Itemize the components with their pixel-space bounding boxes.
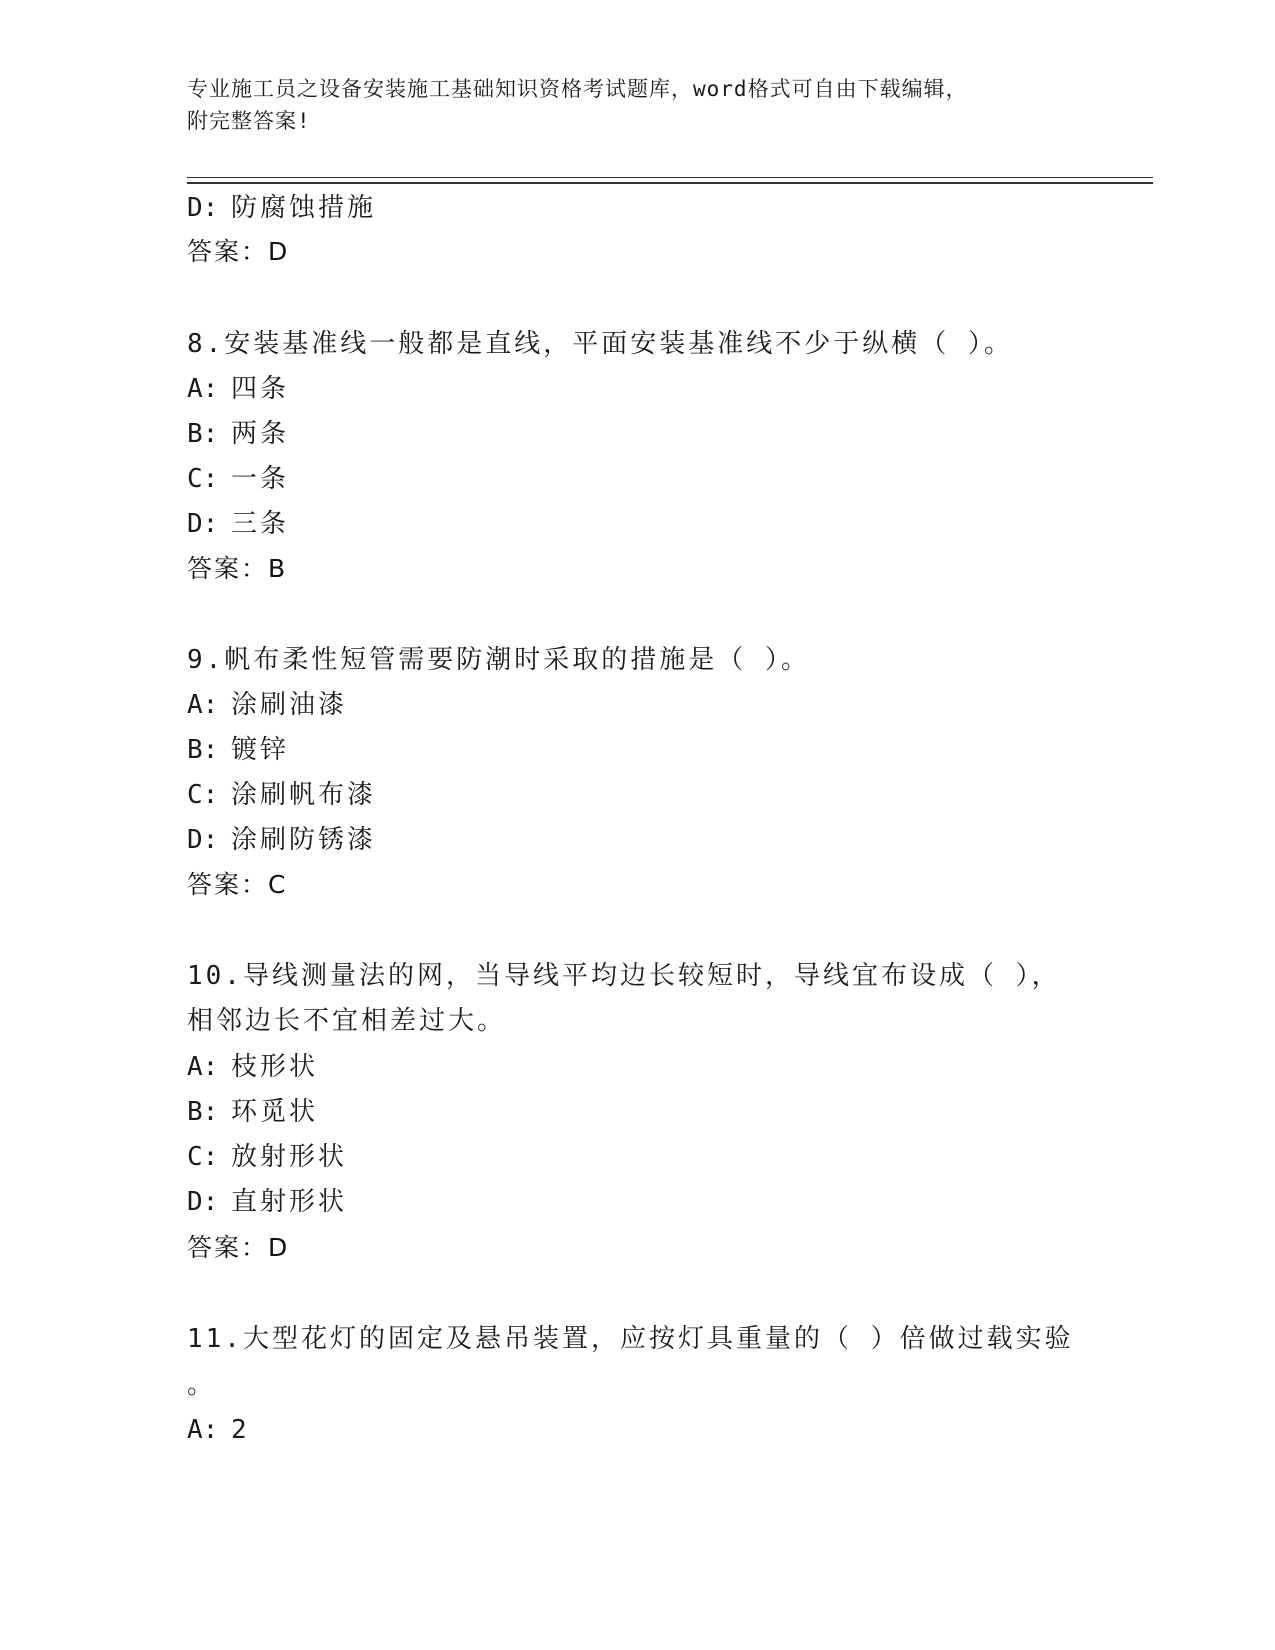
option-letter: C: bbox=[187, 464, 219, 494]
option-text: 2 bbox=[231, 1415, 250, 1445]
option-text: 放射形状 bbox=[231, 1142, 348, 1172]
question-line: 相邻边长不宜相差过大。 bbox=[187, 1006, 507, 1036]
answer-line: 答案：B bbox=[187, 554, 288, 583]
option-text: 防腐蚀措施 bbox=[231, 193, 377, 223]
question-line: 。 bbox=[187, 1370, 217, 1400]
option-letter: D: bbox=[187, 509, 219, 539]
option-line bbox=[187, 191, 376, 225]
option-letter: C: bbox=[187, 1142, 219, 1172]
option-letter: B: bbox=[187, 1097, 219, 1127]
option-line bbox=[187, 417, 289, 451]
option-letter: A: bbox=[187, 1415, 219, 1445]
option-text: 三条 bbox=[231, 509, 290, 539]
option-line bbox=[187, 1050, 318, 1084]
question-line: 10.导线测量法的网，当导线平均边长较短时，导线宜布设成（ ）， bbox=[187, 961, 1061, 991]
option-letter: A: bbox=[187, 1052, 219, 1082]
option-line bbox=[187, 823, 376, 857]
option-letter: B: bbox=[187, 735, 219, 765]
header-line-1: 专业施工员之设备安装施工基础知识资格考试题库，word格式可自由下载编辑， bbox=[187, 77, 968, 101]
option-line bbox=[187, 507, 289, 541]
option-letter: D: bbox=[187, 825, 219, 855]
option-line bbox=[187, 372, 289, 406]
header-divider-thin bbox=[187, 177, 1153, 178]
option-text: 四条 bbox=[231, 374, 290, 404]
option-letter: A: bbox=[187, 374, 219, 404]
option-text: 环觅状 bbox=[231, 1097, 319, 1127]
header-line-2: 附完整答案! bbox=[187, 109, 311, 133]
answer-line: 答案：C bbox=[187, 870, 288, 899]
header-divider-thick bbox=[187, 182, 1153, 184]
option-line bbox=[187, 1095, 318, 1129]
option-letter: D: bbox=[187, 193, 219, 223]
option-text: 涂刷油漆 bbox=[231, 690, 348, 720]
option-line bbox=[187, 1140, 347, 1174]
question-line: 9.帆布柔性短管需要防潮时采取的措施是（ ）。 bbox=[187, 645, 810, 675]
option-line bbox=[187, 688, 347, 722]
answer-line: 答案：D bbox=[187, 1233, 290, 1262]
option-text: 两条 bbox=[231, 419, 290, 449]
question-line: 11.大型花灯的固定及悬吊装置，应按灯具重量的（ ）倍做过载实验 bbox=[187, 1324, 1074, 1354]
option-line bbox=[187, 733, 289, 767]
option-text: 镀锌 bbox=[231, 735, 290, 765]
option-text: 一条 bbox=[231, 464, 290, 494]
option-line bbox=[187, 462, 289, 496]
option-letter: D: bbox=[187, 1187, 219, 1217]
question-line: 8.安装基准线一般都是直线，平面安装基准线不少于纵横（ ）。 bbox=[187, 329, 1013, 359]
option-letter: C: bbox=[187, 780, 219, 810]
option-text: 直射形状 bbox=[231, 1187, 348, 1217]
answer-line: 答案：D bbox=[187, 237, 290, 266]
option-text: 涂刷帆布漆 bbox=[231, 780, 377, 810]
option-line bbox=[187, 1185, 347, 1219]
option-letter: B: bbox=[187, 419, 219, 449]
option-letter: A: bbox=[187, 690, 219, 720]
option-text: 枝形状 bbox=[231, 1052, 319, 1082]
option-line bbox=[187, 778, 376, 812]
option-line bbox=[187, 1413, 250, 1447]
option-text: 涂刷防锈漆 bbox=[231, 825, 377, 855]
document-header bbox=[187, 73, 1087, 137]
